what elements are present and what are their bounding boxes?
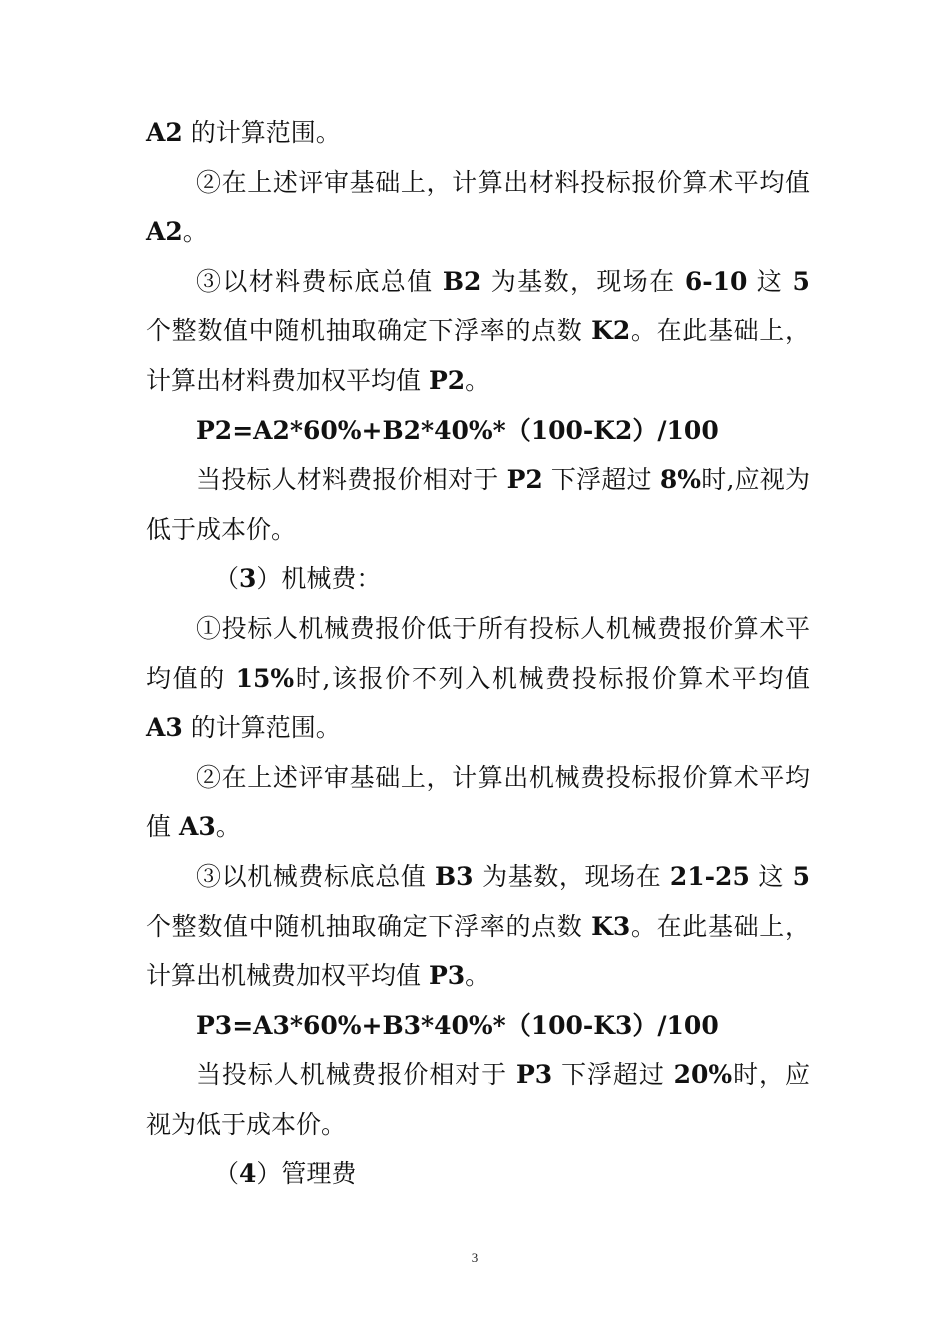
section-heading: （4）管理费: [214, 1159, 357, 1189]
section-heading: （3）机械费：: [214, 564, 382, 594]
paragraph: ①投标人机械费报价低于所有投标人机械费报价算术平均值的 15%时,该报价不列入机械费投标报价算术平均值 A3 的计算范围。: [146, 613, 811, 743]
formula: P2=A2*60%+B2*40%*（100-K2）/100: [196, 415, 719, 445]
paragraph: ③以材料费标底总值 B2 为基数，现场在 6-10 这 5 个整数值中随机抽取确定下浮率的点数 K2。在此基础上，计算出材料费加权平均值 P2。: [146, 266, 810, 395]
paragraph: 当投标人材料费报价相对于 P2 下浮超过 8%时,应视为低于成本价。: [146, 465, 810, 544]
paragraph: ②在上述评审基础上，计算出机械费投标报价算术平均值 A3。: [146, 762, 810, 842]
paragraph: A2 的计算范围。: [146, 118, 341, 147]
body-text: [146, 108, 810, 1199]
paragraph: ③以机械费标底总值 B3 为基数，现场在 21-25 这 5 个整数值中随机抽取确定下浮率的点数 K3。在此基础上，计算出机械费加权平均值 P3。: [146, 861, 810, 991]
paragraph: 当投标人机械费报价相对于 P3 下浮超过 20%时，应视为低于成本价。: [146, 1060, 810, 1139]
formula: P3=A3*60%+B3*40%*（100-K3）/100: [196, 1010, 719, 1040]
page-number: 3: [471, 1250, 479, 1265]
paragraph: ②在上述评审基础上，计算出材料投标报价算术平均值A2。: [146, 167, 810, 247]
